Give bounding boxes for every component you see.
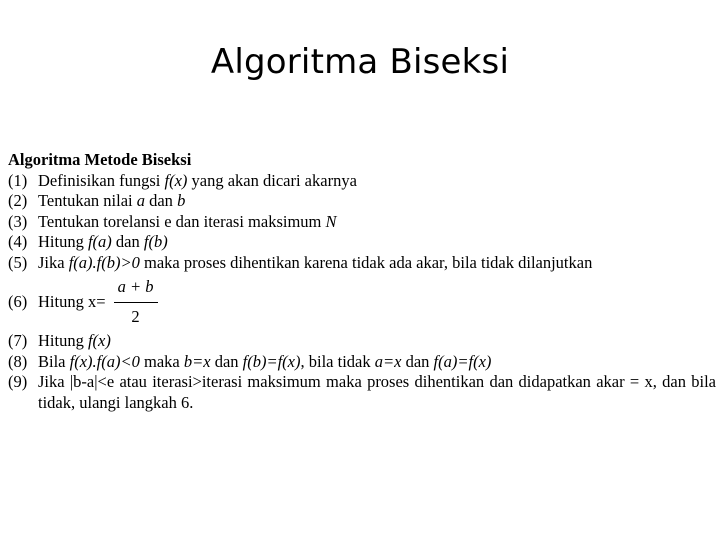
step-5: [8, 253, 716, 274]
step-text: Hitung f(x): [38, 331, 111, 350]
step-number: (4): [8, 232, 28, 251]
step-number: (6): [8, 291, 28, 311]
step-text: Jika |b-a|<e atau iterasi>iterasi maksimum maka proses dihentikan dan didapatkan akar = x, dan bila tidak, ulangi langkah 6.: [38, 372, 716, 412]
step-1: [8, 171, 716, 192]
step-text: Definisikan fungsi f(x) yang akan dicari akarnya: [38, 170, 357, 190]
midpoint-fraction: [114, 277, 158, 327]
step-number: (9): [8, 372, 28, 391]
step-text: Tentukan nilai a dan b: [38, 191, 186, 210]
step-4: [8, 232, 716, 253]
step-9: [8, 372, 716, 413]
step-number: (2): [8, 191, 28, 210]
step-number: (5): [8, 252, 28, 272]
algorithm-heading: Algoritma Metode Biseksi: [8, 150, 192, 169]
step-6: [8, 273, 716, 331]
step-8: [8, 352, 716, 373]
step-number: (3): [8, 211, 28, 231]
step-text: Bila f(x).f(a)<0 maka b=x dan f(b)=f(x), bila tidak a=x dan f(a)=f(x): [38, 351, 492, 371]
step-text: Hitung f(a) dan f(b): [38, 232, 168, 251]
step-number: (1): [8, 170, 28, 190]
step-text: Tentukan torelansi e dan iterasi maksimum N: [38, 211, 337, 231]
fraction-bar: [114, 302, 158, 303]
fraction-denominator: 2: [131, 306, 140, 326]
step-3: [8, 212, 716, 233]
step-7: [8, 331, 716, 352]
step-number: (8): [8, 351, 28, 371]
fraction-numerator: a + b: [117, 277, 154, 296]
step-text: Jika f(a).f(b)>0 maka proses dihentikan karena tidak ada akar, bila tidak dilanjutkan: [38, 252, 593, 272]
algorithm-block: [8, 150, 716, 413]
step-number: (7): [8, 331, 28, 350]
step-2: [8, 191, 716, 212]
slide-title: Algoritma Biseksi: [210, 42, 510, 82]
step-text: Hitung x= $\frac{a + b}{2}$: [38, 277, 716, 327]
